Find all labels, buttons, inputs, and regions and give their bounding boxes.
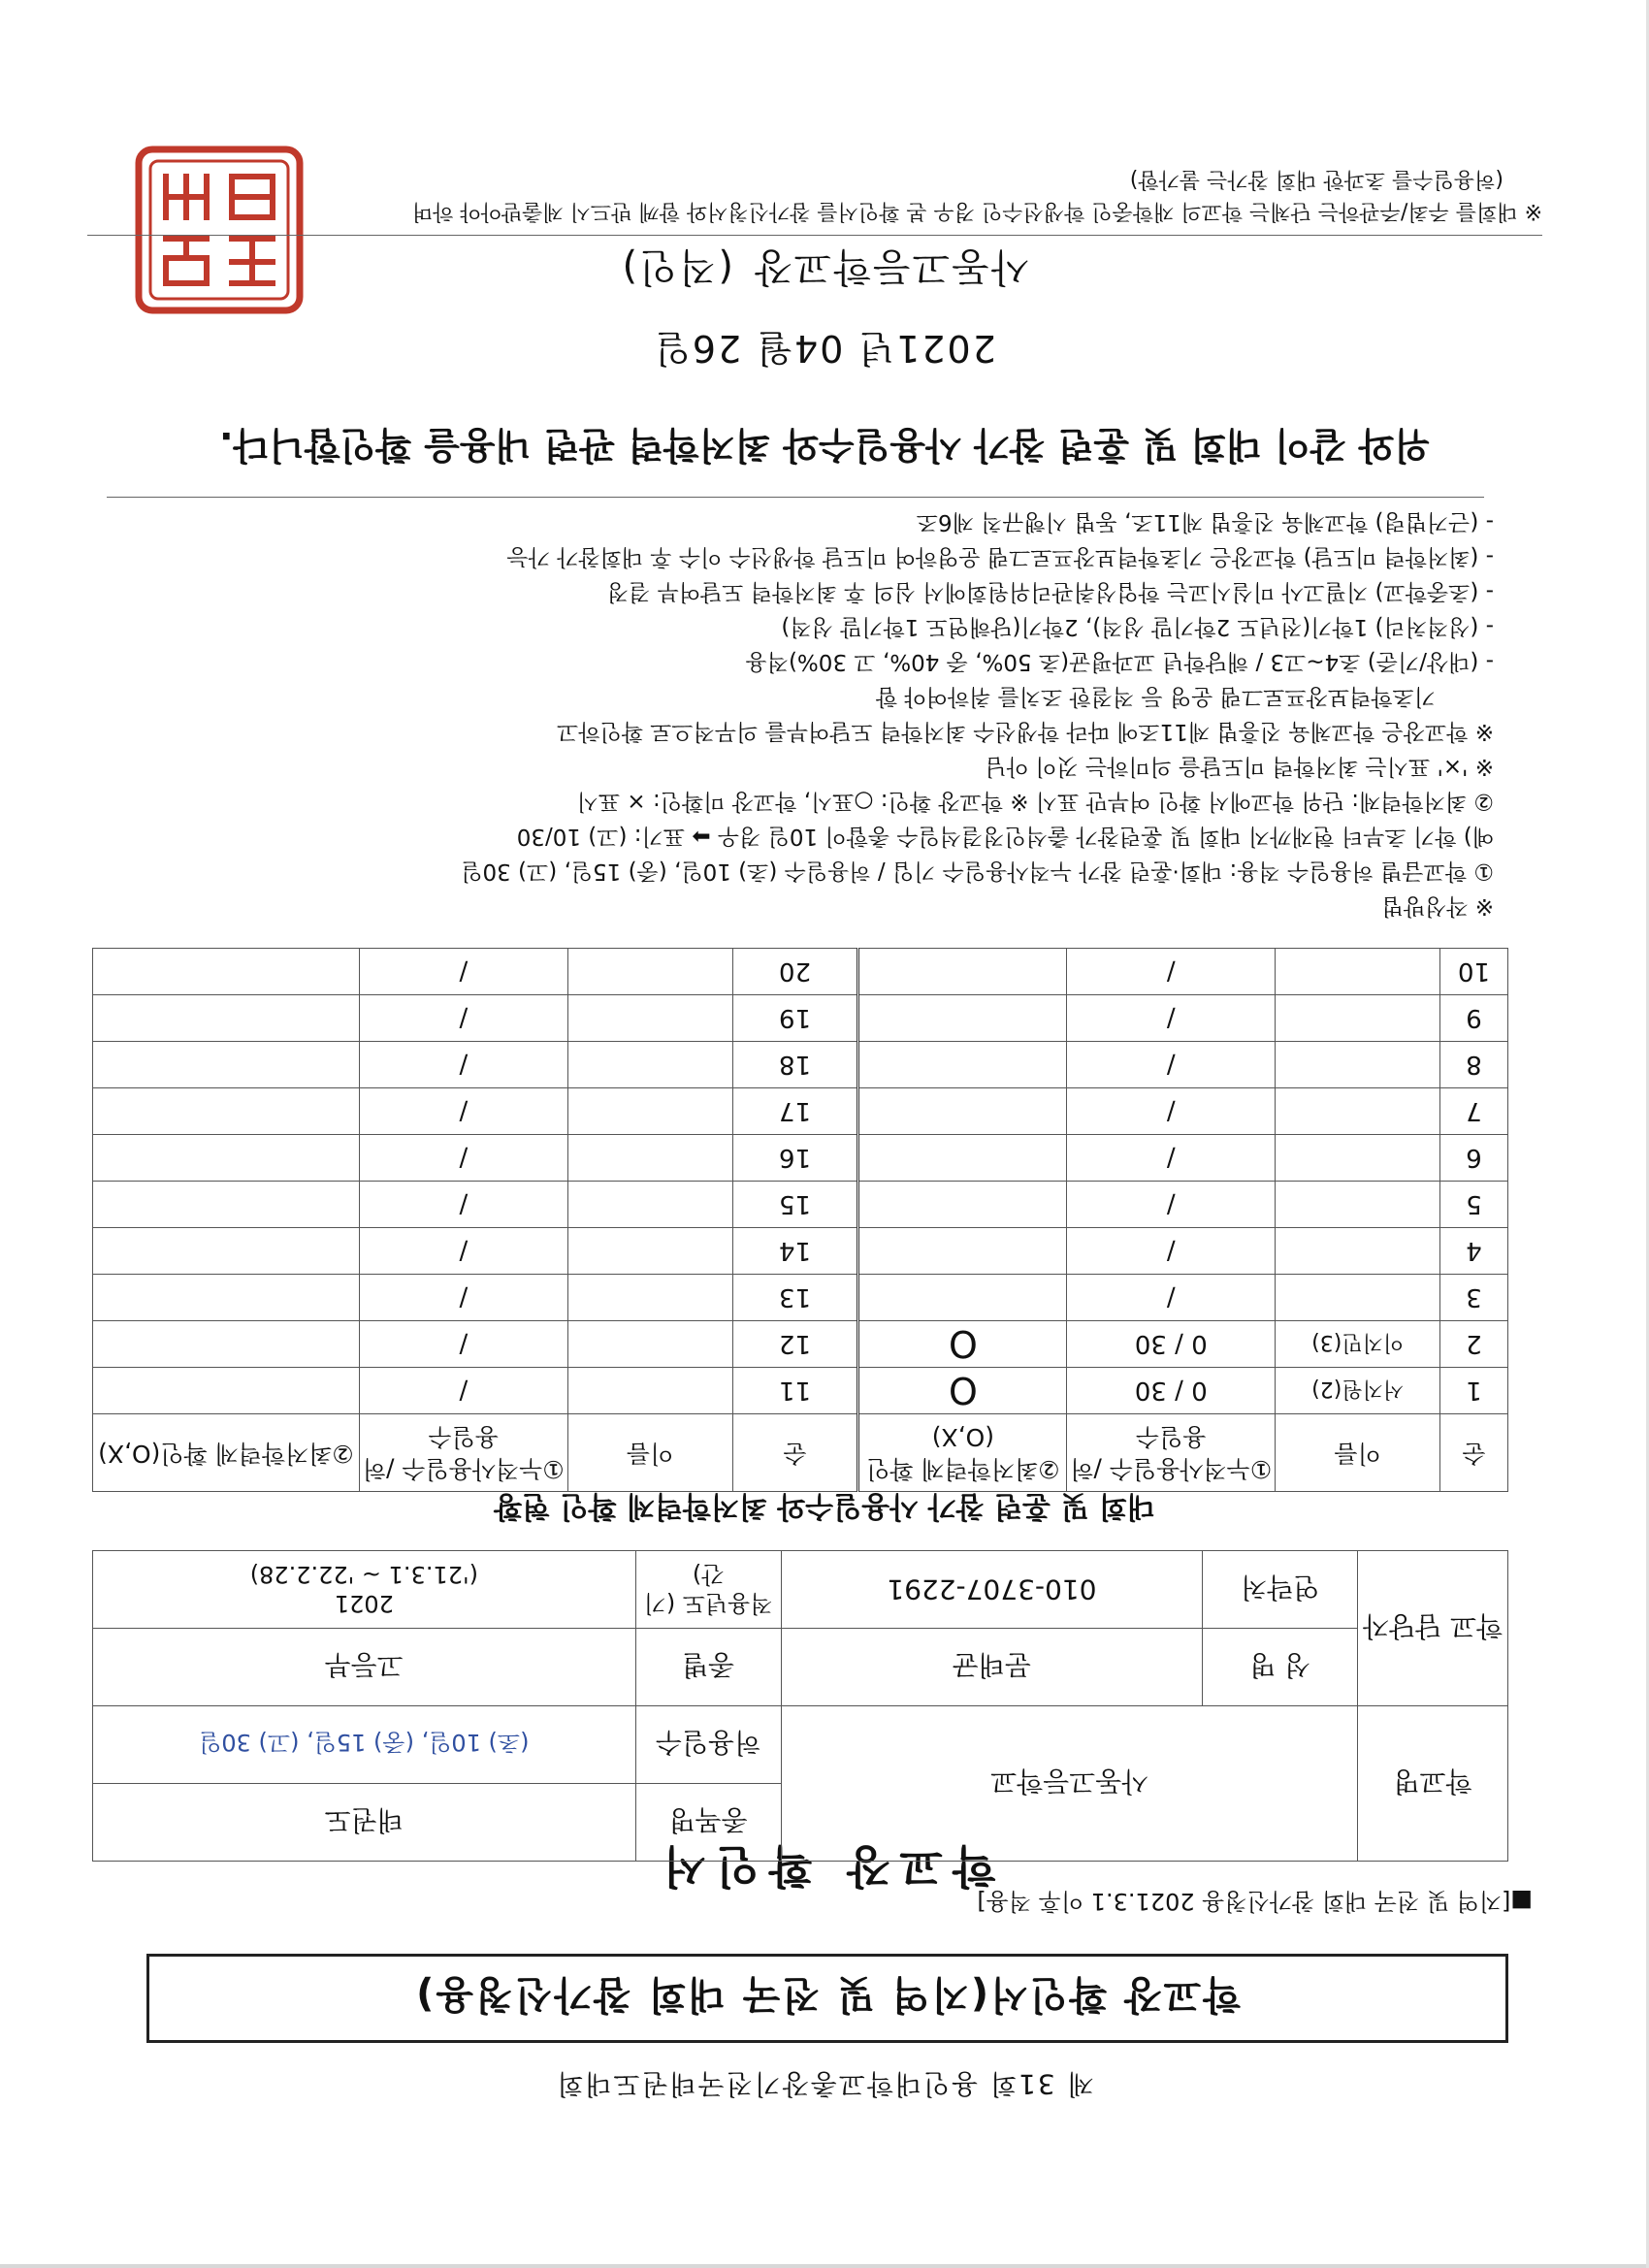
allowed-days-label: 허용일수 — [635, 1706, 781, 1784]
grade-check — [93, 1368, 360, 1414]
grade-check — [858, 1182, 1067, 1228]
table-row — [93, 1182, 1508, 1228]
grade-check — [93, 1088, 360, 1135]
level-value: 고등부 — [93, 1629, 636, 1706]
note-item: ※ 학교장은 학교체육 진흥법 제11조에 따라 학생선수 최저학력 도달여부를 의무적으로 확인하고 — [557, 719, 1494, 744]
grade-check — [858, 1228, 1067, 1275]
note-item: - (대상/기준) 초4~고3 / 해당학년 교과평균(초 50%, 중 40%, 고 30%)적용 — [745, 649, 1494, 674]
note-item: - (근거법령) 학교체육 진흥법 제11조, 동법 시행규칙 제6조 — [916, 509, 1494, 535]
days-used: / — [1067, 995, 1276, 1042]
student-name — [1276, 995, 1440, 1042]
footer-line: ※ 대회를 주최/주관하는 단체는 학교의 재학중인 학생선수인 경우 본 확인서를 참가신청서와 함께 반드시 제출받아야 하며 — [411, 199, 1542, 223]
days-used: / — [1067, 1182, 1276, 1228]
row-no: 8 — [1440, 1042, 1508, 1088]
footer-line: (허용일수를 초과한 대회 참가는 불가함) — [1129, 167, 1504, 191]
instructions — [97, 504, 1494, 923]
table-header-row — [93, 1414, 1508, 1492]
list-title: 대회 및 훈련 참가 사용일수와 최저학력제 확인 현황 — [494, 1489, 1155, 1523]
table-row — [93, 949, 1508, 995]
grade-check — [93, 1321, 360, 1368]
days-used: / — [359, 1182, 567, 1228]
row-no: 19 — [732, 995, 858, 1042]
student-name — [567, 949, 732, 995]
days-used: / — [1067, 1042, 1276, 1088]
days-used: 0 / 30 — [1067, 1368, 1276, 1414]
grade-check: O — [858, 1321, 1067, 1368]
grade-check — [858, 1135, 1067, 1182]
header-name: 이름 — [567, 1414, 732, 1492]
student-name — [1276, 1228, 1440, 1275]
row-no: 16 — [732, 1135, 858, 1182]
days-used: / — [359, 1088, 567, 1135]
grade-check — [93, 1182, 360, 1228]
table-row — [93, 1135, 1508, 1182]
student-name — [567, 1088, 732, 1135]
note-item: ② 최저학력제: 단위 학교에서 확인 여부만 표시 ※ 학교장 확인: ○표시, 학교장 미확인: × 표시 — [576, 789, 1494, 814]
days-used: / — [359, 1321, 567, 1368]
row-no: 15 — [732, 1182, 858, 1228]
footer-notice — [87, 163, 1542, 236]
phone-value: 010-3707-2291 — [781, 1551, 1203, 1629]
row-no: 17 — [732, 1088, 858, 1135]
divider-line — [107, 497, 1484, 498]
student-name — [1276, 949, 1440, 995]
row-no: 11 — [732, 1368, 858, 1414]
grade-check — [858, 995, 1067, 1042]
row-no: 20 — [732, 949, 858, 995]
grade-check — [93, 1275, 360, 1321]
row-no: 9 — [1440, 995, 1508, 1042]
header-days: ①누적사용일수 /허용일수 — [359, 1414, 567, 1492]
table-row — [93, 1275, 1508, 1321]
row-no: 1 — [1440, 1368, 1508, 1414]
days-used: / — [359, 1228, 567, 1275]
table-row — [93, 1042, 1508, 1088]
student-name — [567, 1228, 732, 1275]
days-used: / — [359, 995, 567, 1042]
note-item: - (최저학력 미도달) 학교장은 기초학력보장프로그램 운영하여 미도달 학생선수 이수 후 대회참가 가능 — [506, 544, 1494, 569]
period-year: 2021 — [334, 1590, 394, 1618]
student-name — [567, 1368, 732, 1414]
note-item: ※ '×' 표시는 최저학력 미도달을 의미하는 것이 아님 — [985, 754, 1494, 779]
student-name — [567, 995, 732, 1042]
note-item: 예) 학기 초부터 현재까지 대회 및 훈련참가 출석인정결석일수 총합이 10일 경우 ➡ 표기: (고) 10/30 — [516, 824, 1494, 849]
seal-placeholder-text: (직인) — [620, 244, 734, 289]
allowed-days-value: (초) 10일, (중) 15일, (고) 30일 — [93, 1706, 636, 1784]
sport-label: 종목명 — [635, 1784, 781, 1862]
row-no: 5 — [1440, 1182, 1508, 1228]
days-used: / — [1067, 949, 1276, 995]
row-no: 4 — [1440, 1228, 1508, 1275]
instructions-heading: ※ 작성방법 — [1381, 893, 1494, 919]
days-used: / — [1067, 1135, 1276, 1182]
grade-check — [93, 1042, 360, 1088]
days-used: / — [359, 1368, 567, 1414]
student-list-body — [93, 949, 1508, 1492]
grade-check — [858, 1042, 1067, 1088]
sport-value: 태권도 — [93, 1784, 636, 1862]
table-row — [93, 995, 1508, 1042]
row-no: 12 — [732, 1321, 858, 1368]
school-value: 사동고등학교 — [781, 1706, 1358, 1862]
student-name: 이지민(3) — [1276, 1321, 1440, 1368]
contact-person-label: 학교 담당자 — [1358, 1551, 1508, 1706]
table-row — [93, 1368, 1508, 1414]
header-no: 순 — [1440, 1414, 1508, 1492]
header-grade: ②최저학력제 확인(O,X) — [93, 1414, 360, 1492]
note-item: ① 학교급별 허용일수 적용: 대회·훈련 참가 누적사용일수 기입 / 허용일수 (초) 10일, (중) 15일, (고) 30일 — [461, 859, 1494, 884]
issue-date: 2021년 04월 26일 — [653, 327, 996, 370]
days-used: / — [1067, 1088, 1276, 1135]
header-days: ①누적사용일수 /허용일수 — [1067, 1414, 1276, 1492]
row-no: 14 — [732, 1228, 858, 1275]
period-note: ■[지역 및 전국 대회 참가신청용 2021.3.1 이후 적용] — [977, 1888, 1533, 1915]
student-name — [567, 1042, 732, 1088]
scan-edge-top — [0, 2264, 1649, 2268]
name-value: 문태균 — [781, 1629, 1203, 1706]
days-used: / — [359, 949, 567, 995]
student-name — [1276, 1182, 1440, 1228]
days-used: / — [1067, 1228, 1276, 1275]
grade-check: O — [858, 1368, 1067, 1414]
student-name — [567, 1321, 732, 1368]
principal-name: 사동고등학교장 — [753, 244, 1029, 289]
student-name — [1276, 1042, 1440, 1088]
row-no: 6 — [1440, 1135, 1508, 1182]
student-name — [567, 1182, 732, 1228]
student-name — [1276, 1275, 1440, 1321]
header-name: 이름 — [1276, 1414, 1440, 1492]
grade-check — [858, 1088, 1067, 1135]
school-label: 학교명 — [1358, 1706, 1508, 1862]
table-row — [93, 1088, 1508, 1135]
period-value — [93, 1551, 636, 1629]
form-title: 학교장 확인서(지역 및 전국 대회 참가신청용) — [414, 1972, 1241, 2018]
days-used: / — [359, 1135, 567, 1182]
note-item: 기초학력보장프로그램 운영 등 적절한 조치를 취하여야 함 — [875, 684, 1436, 709]
table-row — [93, 1228, 1508, 1275]
grade-check — [858, 1275, 1067, 1321]
header-grade: ②최저학력제 확인(O,X) — [858, 1414, 1067, 1492]
school-info-table — [92, 1550, 1508, 1862]
name-label: 성 명 — [1203, 1629, 1358, 1706]
table-row — [93, 1321, 1508, 1368]
student-name — [567, 1275, 732, 1321]
row-no: 3 — [1440, 1275, 1508, 1321]
days-used: / — [359, 1042, 567, 1088]
grade-check — [858, 949, 1067, 995]
row-no: 2 — [1440, 1321, 1508, 1368]
grade-check — [93, 1228, 360, 1275]
row-no: 10 — [1440, 949, 1508, 995]
confirmation-statement: 위와 같이 대회 및 훈련 참가 사용일수와 최저학력 관련 내용을 확인합니다. — [219, 424, 1430, 467]
event-name: 제 31회 용인대학교총장기전국태권도대회 — [555, 2068, 1094, 2100]
note-item: - (초중학교) 지필고사 미실시교는 학업성취관리위원회에서 심의 후 최저학력 도달여부 결정 — [606, 579, 1494, 604]
grade-check — [93, 995, 360, 1042]
row-no: 7 — [1440, 1088, 1508, 1135]
days-used: / — [1067, 1275, 1276, 1321]
period-label: 적용년도 (기간) — [635, 1551, 781, 1629]
days-used: / — [359, 1275, 567, 1321]
row-no: 18 — [732, 1042, 858, 1088]
student-name: 서지원(2) — [1276, 1368, 1440, 1414]
phone-label: 연락처 — [1203, 1551, 1358, 1629]
level-label: 종별 — [635, 1629, 781, 1706]
form-title-box — [146, 1954, 1508, 2043]
grade-check — [93, 949, 360, 995]
student-list-table — [92, 948, 1508, 1492]
period-range: ('21.3.1 ~ '22.2.28) — [249, 1561, 478, 1589]
header-no: 순 — [732, 1414, 858, 1492]
student-name — [567, 1135, 732, 1182]
days-used: 0 / 30 — [1067, 1321, 1276, 1368]
document-title: 학교장 확인서 — [653, 1840, 996, 1893]
student-name — [1276, 1135, 1440, 1182]
row-no: 13 — [732, 1275, 858, 1321]
note-item: - (성적처리) 1학기(전년도 2학기말 성적), 2학기(당해연도 1학기말 성적) — [781, 614, 1494, 639]
student-name — [1276, 1088, 1440, 1135]
grade-check — [93, 1135, 360, 1182]
